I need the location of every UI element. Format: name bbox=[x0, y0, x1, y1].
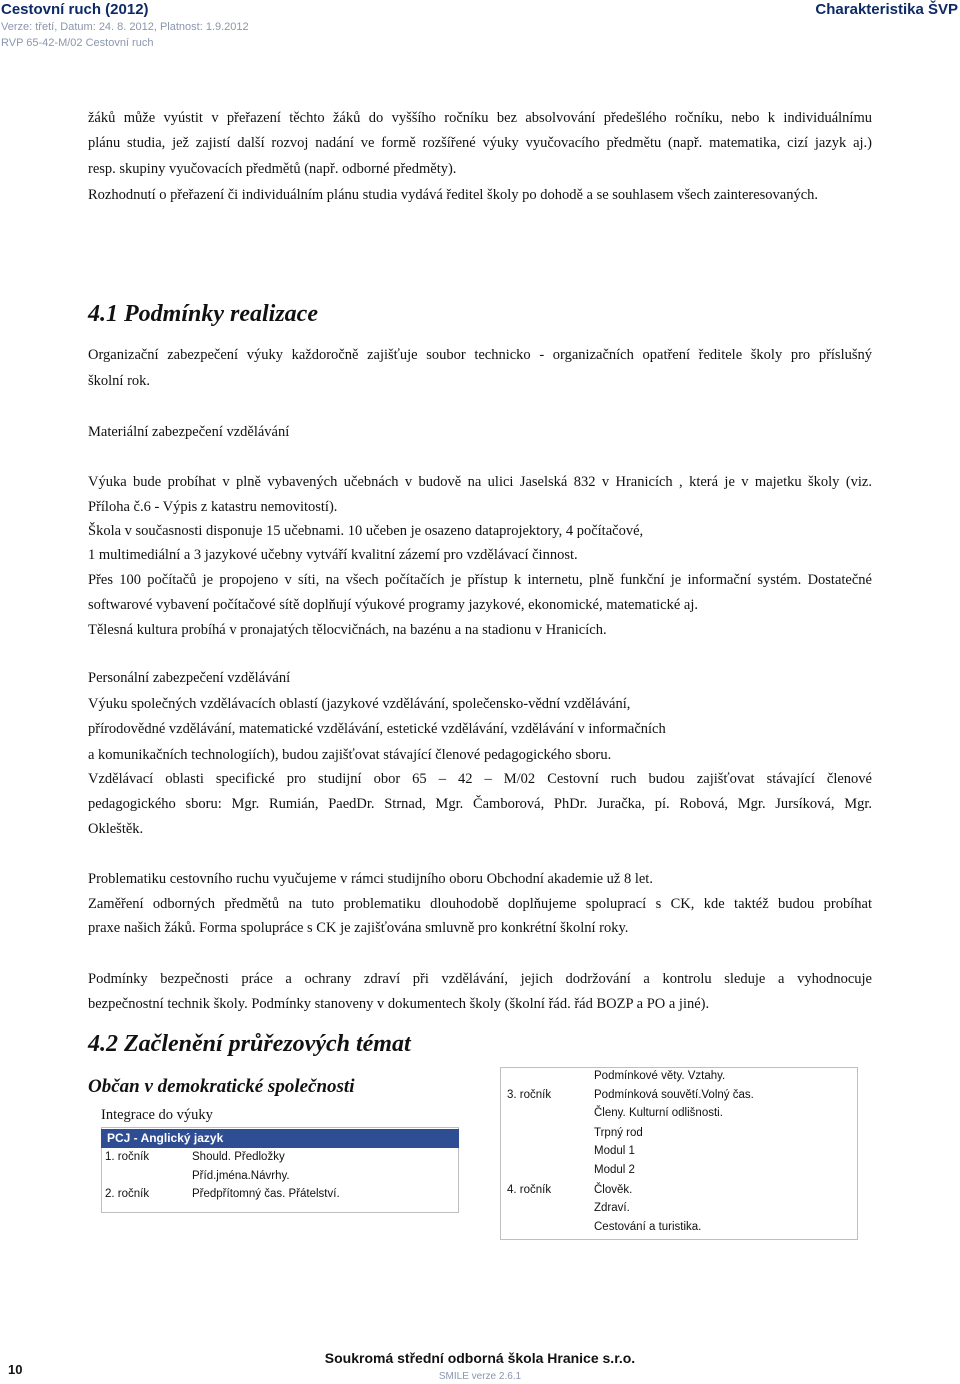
rvp-line: RVP 65-42-M/02 Cestovní ruch bbox=[1, 37, 154, 49]
paragraph-line: Výuka bude probíhat v plně vybavených učebnách v budově na ulici Jaselská 832 v Hranicích , která je v majetku školy (viz. bbox=[88, 474, 872, 490]
paragraph-line: Okleštěk. bbox=[88, 821, 144, 837]
paragraph-line: Škola v současnosti disponuje 15 učebnami. 10 učeben je osazeno dataprojektory, 4 počítačové, bbox=[88, 523, 644, 539]
section-title: Charakteristika ŠVP bbox=[815, 1, 958, 18]
section-heading-4-1: 4.1 Podmínky realizace bbox=[88, 301, 318, 327]
software-version: SMILE verze 2.6.1 bbox=[438, 1371, 522, 1382]
paragraph-line: softwarové vybavení počítačové sítě doplňují výukové programy jazykové, ekonomické, matematické aj. bbox=[88, 597, 699, 613]
paragraph-line: přírodovědné vzdělávání, matematické vzdělávání, estetické vzdělávání, vzdělávání v informačních bbox=[88, 721, 666, 737]
paragraph-line: Výuku společných vzdělávacích oblastí (jazykové vzdělávání, společensko-vědní vzdělávání, bbox=[88, 696, 631, 712]
paragraph-line: Zaměření odborných předmětů na tuto problematiku dlouhodobě doplňujeme spoluprací s CK, kde taktéž budou probíhat bbox=[88, 896, 872, 912]
paragraph-line: resp. skupiny vyučovacích předmětů (např. odborné předměty). bbox=[88, 161, 457, 177]
year-label: 3. ročník bbox=[507, 1089, 552, 1101]
paragraph-line: 1 multimediální a 3 jazykové učebny vytváří kvalitní zázemí pro vzdělávací činnost. bbox=[88, 547, 578, 563]
paragraph-line: žáků může vyústit v přeřazení těchto žáků do vyššího ročníku bez absolvování předešlého ročníku, nebo k individuálnímu bbox=[88, 110, 872, 126]
document-title: Cestovní ruch (2012) bbox=[1, 1, 149, 18]
version-line: Verze: třetí, Datum: 24. 8. 2012, Platnost: 1.9.2012 bbox=[1, 21, 249, 33]
table-cell: Zdraví. bbox=[594, 1202, 630, 1214]
paragraph-line: bezpečnostní technik školy. Podmínky stanoveny v dokumentech školy (školní řád. řád BOZP a PO a jiné). bbox=[88, 996, 710, 1012]
material-title: Materiální zabezpečení vzdělávání bbox=[88, 424, 290, 440]
year-label: 1. ročník bbox=[105, 1151, 150, 1163]
table-cell: Předpřítomný čas. Přátelství. bbox=[192, 1188, 340, 1200]
topic-heading: Občan v demokratické společnosti bbox=[88, 1076, 355, 1097]
paragraph-line: Příloha č.6 - Výpis z katastru nemovitostí). bbox=[88, 499, 338, 515]
table-cell: Členy. Kulturní odlišnosti. bbox=[594, 1107, 723, 1119]
paragraph-line: praxe našich žáků. Forma spolupráce s CK je zajišťována smluvně pro konkrétní školní roky. bbox=[88, 920, 629, 936]
paragraph-line: Problematiku cestovního ruchu vyučujeme v rámci studijního oboru Obchodní akademie už 8 let. bbox=[88, 871, 653, 887]
page-number: 10 bbox=[8, 1362, 23, 1377]
table-cell: Podmínková souvětí.Volný čas. bbox=[594, 1089, 754, 1101]
paragraph-line: Vzdělávací oblasti specifické pro studijní obor 65 – 42 – M/02 Cestovní ruch budou zajišťovat stávající členové bbox=[88, 771, 872, 787]
paragraph-line: Organizační zabezpečení výuky každoročně zajišťuje soubor technicko - organizačních opatření ředitele školy pro příslušný bbox=[88, 347, 872, 363]
paragraph-line: školní rok. bbox=[88, 373, 151, 389]
table-cell: Člověk. bbox=[594, 1184, 633, 1196]
paragraph-line: Rozhodnutí o přeřazení či individuálním plánu studia vydává ředitel školy po dohodě a se souhlasem všech zainteresovaných. bbox=[88, 187, 819, 203]
paragraph-line: Podmínky bezpečnosti práce a ochrany zdraví při vzdělávání, jejich dodržování a kontrolu sleduje a vyhodnocuje bbox=[88, 971, 872, 987]
table-cell: Modul 1 bbox=[594, 1145, 635, 1157]
paragraph-line: plánu studia, jež zajistí další rozvoj nadání ve formě rozšířené výuky vyučovacího předmětu (např. matematika, cizí jazyk aj.) bbox=[88, 135, 872, 151]
school-name: Soukromá střední odborná škola Hranice s.r.o. bbox=[324, 1350, 636, 1366]
table-cell: Podmínkové věty. Vztahy. bbox=[594, 1070, 726, 1082]
paragraph-line: a komunikačních technologiích), budou zajišťovat stávající členové pedagogického sboru. bbox=[88, 747, 612, 763]
integration-label: Integrace do výuky bbox=[101, 1107, 213, 1123]
paragraph-line: Přes 100 počítačů je propojeno v síti, na všech počítačích je přístup k internetu, plně funkční je informační systém. Dostatečné bbox=[88, 572, 872, 588]
year-label: 2. ročník bbox=[105, 1188, 150, 1200]
table-cell: Cestování a turistika. bbox=[594, 1221, 702, 1233]
year-label: 4. ročník bbox=[507, 1184, 552, 1196]
table-cell: Příd.jména.Návrhy. bbox=[192, 1170, 290, 1182]
table-cell: Modul 2 bbox=[594, 1164, 635, 1176]
section-heading-4-2: 4.2 Začlenění průřezových témat bbox=[88, 1031, 411, 1057]
paragraph-line: pedagogického sboru: Mgr. Rumián, PaedDr. Strnad, Mgr. Čamborová, PhDr. Juračka, pí. Robová, Mgr. Jursíková, Mgr. bbox=[88, 796, 872, 812]
paragraph-line: Tělesná kultura probíhá v pronajatých tělocvičnách, na bazénu a na stadionu v Hranicích. bbox=[88, 622, 607, 638]
personal-title: Personální zabezpečení vzdělávání bbox=[88, 670, 291, 686]
subject-header: PCJ - Anglický jazyk bbox=[101, 1129, 459, 1148]
table-cell: Trpný rod bbox=[594, 1127, 643, 1139]
table-cell: Should. Předložky bbox=[192, 1151, 285, 1163]
